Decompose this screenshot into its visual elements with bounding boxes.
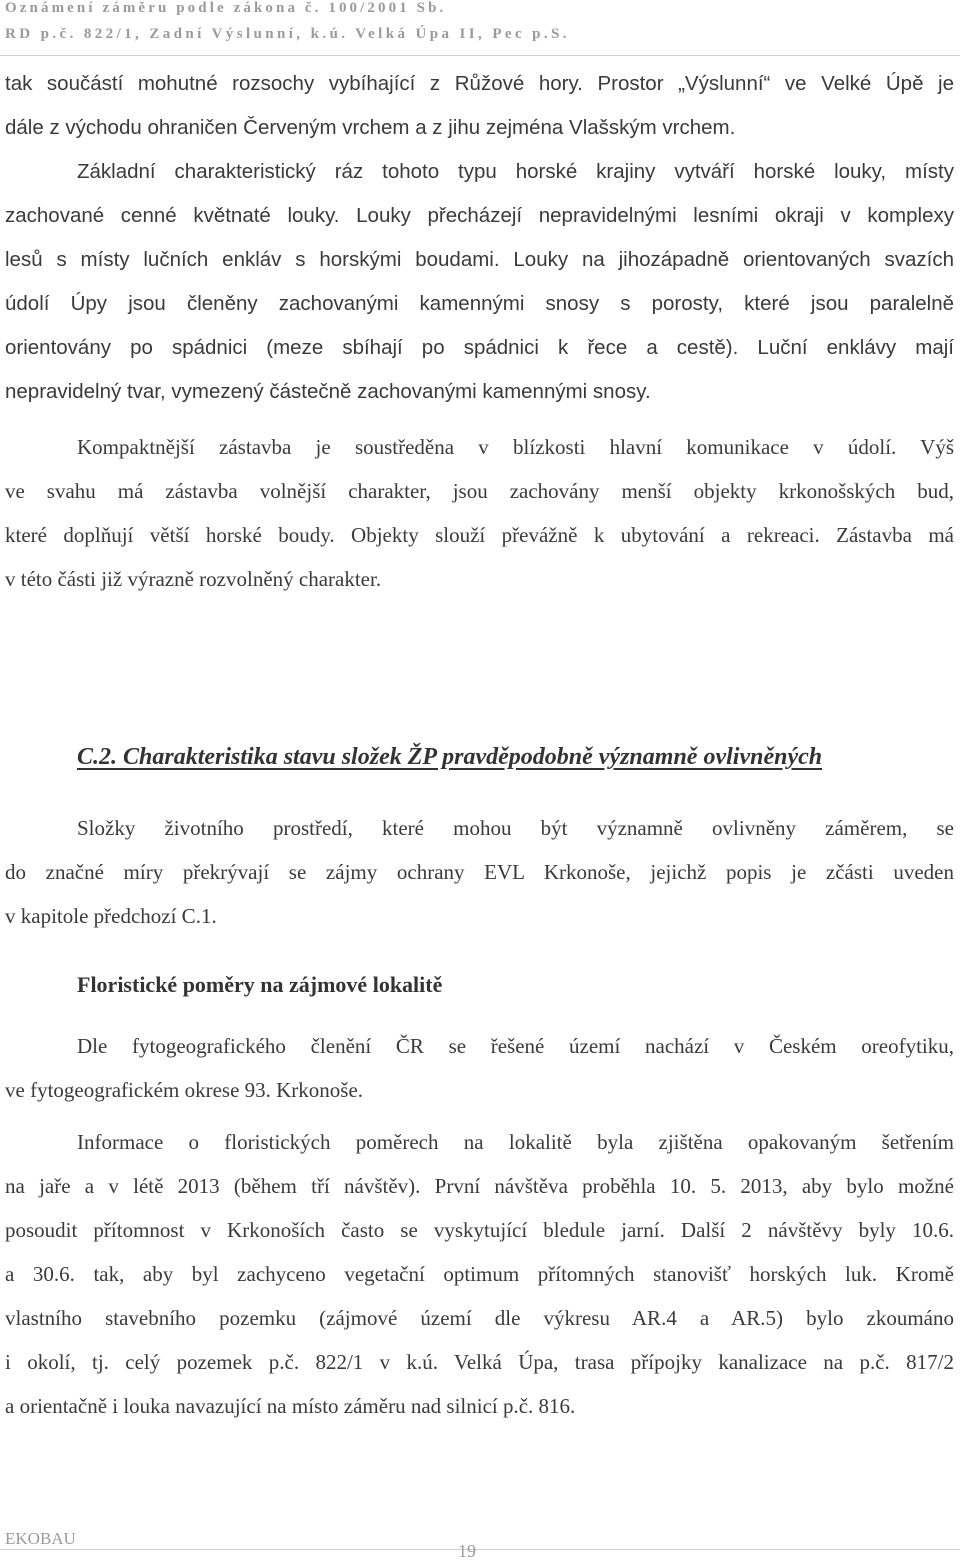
text-line: ve svahu má zástavba volnější charakter, jsou zachovány menší objekty krkonošských bud, <box>5 479 954 503</box>
text-line: Dle fytogeografického členění ČR se řešené území nachází v Českém oreofytiku, <box>77 1034 954 1058</box>
text-line: a 30.6. tak, aby byl zachyceno vegetační optimum přítomných stanovišť horských luk. Kromě <box>5 1262 954 1286</box>
section-heading-floristics: Floristické poměry na zájmové lokalitě <box>77 972 443 997</box>
text-line: tak součástí mohutné rozsochy vybíhající z Růžové hory. Prostor „Výslunní“ ve Velké Úpě je <box>5 72 954 95</box>
section-heading-c2: C.2. Charakteristika stavu složek ŽP pravděpodobně významně ovlivněných <box>77 744 823 770</box>
header-line-1: Oznámení záměru podle zákona č. 100/2001 Sb. <box>5 0 447 16</box>
text-line: Složky životního prostředí, které mohou být významně ovlivněny záměrem, se <box>77 816 954 840</box>
footer-company: EKOBAU <box>5 1529 76 1548</box>
text-line: v kapitole předchozí C.1. <box>5 904 217 928</box>
text-line: nepravidelný tvar, vymezený částečně zachovanými kamennými snosy. <box>5 380 651 403</box>
text-line: které doplňují větší horské boudy. Objekty slouží převážně k ubytování a rekreaci. Zástavba má <box>5 523 954 547</box>
text-line: Informace o floristických poměrech na lokalitě byla zjištěna opakovaným šetřením <box>77 1130 954 1154</box>
header-line-2: RD p.č. 822/1, Zadní Výslunní, k.ú. Velká Úpa II, Pec p.S. <box>5 26 570 42</box>
header-divider <box>0 55 960 56</box>
text-line: vlastního stavebního pozemku (zájmové území dle výkresu AR.4 a AR.5) bylo zkoumáno <box>5 1306 954 1330</box>
text-line: ve fytogeografickém okrese 93. Krkonoše. <box>5 1078 364 1102</box>
paragraph-survey <box>5 1120 954 1428</box>
text-line: na jaře a v létě 2013 (během tří návštěv). První návštěva proběhla 10. 5. 2013, aby bylo možné <box>5 1174 954 1198</box>
text-line: posoudit přítomnost v Krkonoších často se vyskytující bledule jarní. Další 2 návštěvy byly 10.6. <box>5 1218 954 1242</box>
text-line: a orientačně i louka navazující na místo záměru nad silnicí p.č. 816. <box>5 1394 576 1418</box>
text-line: do značné míry překrývají se zájmy ochrany EVL Krkonoše, jejichž popis je zčásti uveden <box>5 860 954 884</box>
text-line: lesů s místy lučních enkláv s horskými boudami. Louky na jihozápadně orientovaných svazích <box>5 248 954 271</box>
footer-divider <box>0 1549 960 1550</box>
text-line: zachované cenné květnaté louky. Louky přecházejí nepravidelnými lesními okraji v komplexy <box>5 204 954 227</box>
text-line: v této části již výrazně rozvolněný charakter. <box>5 567 382 591</box>
text-line: údolí Úpy jsou členěny zachovanými kamennými snosy s porosty, které jsou paralelně <box>5 292 954 315</box>
paragraph-landscape <box>5 62 954 414</box>
paragraph-buildings <box>5 425 954 601</box>
page-number: 19 <box>458 1541 476 1561</box>
text-line: i okolí, tj. celý pozemek p.č. 822/1 v k.ú. Velká Úpa, trasa přípojky kanalizace na p.č. 817/2 <box>5 1350 954 1374</box>
paragraph-phytogeography <box>5 1024 954 1112</box>
paragraph-c2 <box>5 806 954 938</box>
text-line: orientovány po spádnici (meze sbíhají po spádnici k řece a cestě). Luční enklávy mají <box>5 336 954 359</box>
text-line: Kompaktnější zástavba je soustředěna v blízkosti hlavní komunikace v údolí. Výš <box>77 435 954 459</box>
text-line: Základní charakteristický ráz tohoto typu horské krajiny vytváří horské louky, místy <box>77 160 954 183</box>
text-line: dále z východu ohraničen Červeným vrchem a z jihu zejména Vlašským vrchem. <box>5 116 736 139</box>
